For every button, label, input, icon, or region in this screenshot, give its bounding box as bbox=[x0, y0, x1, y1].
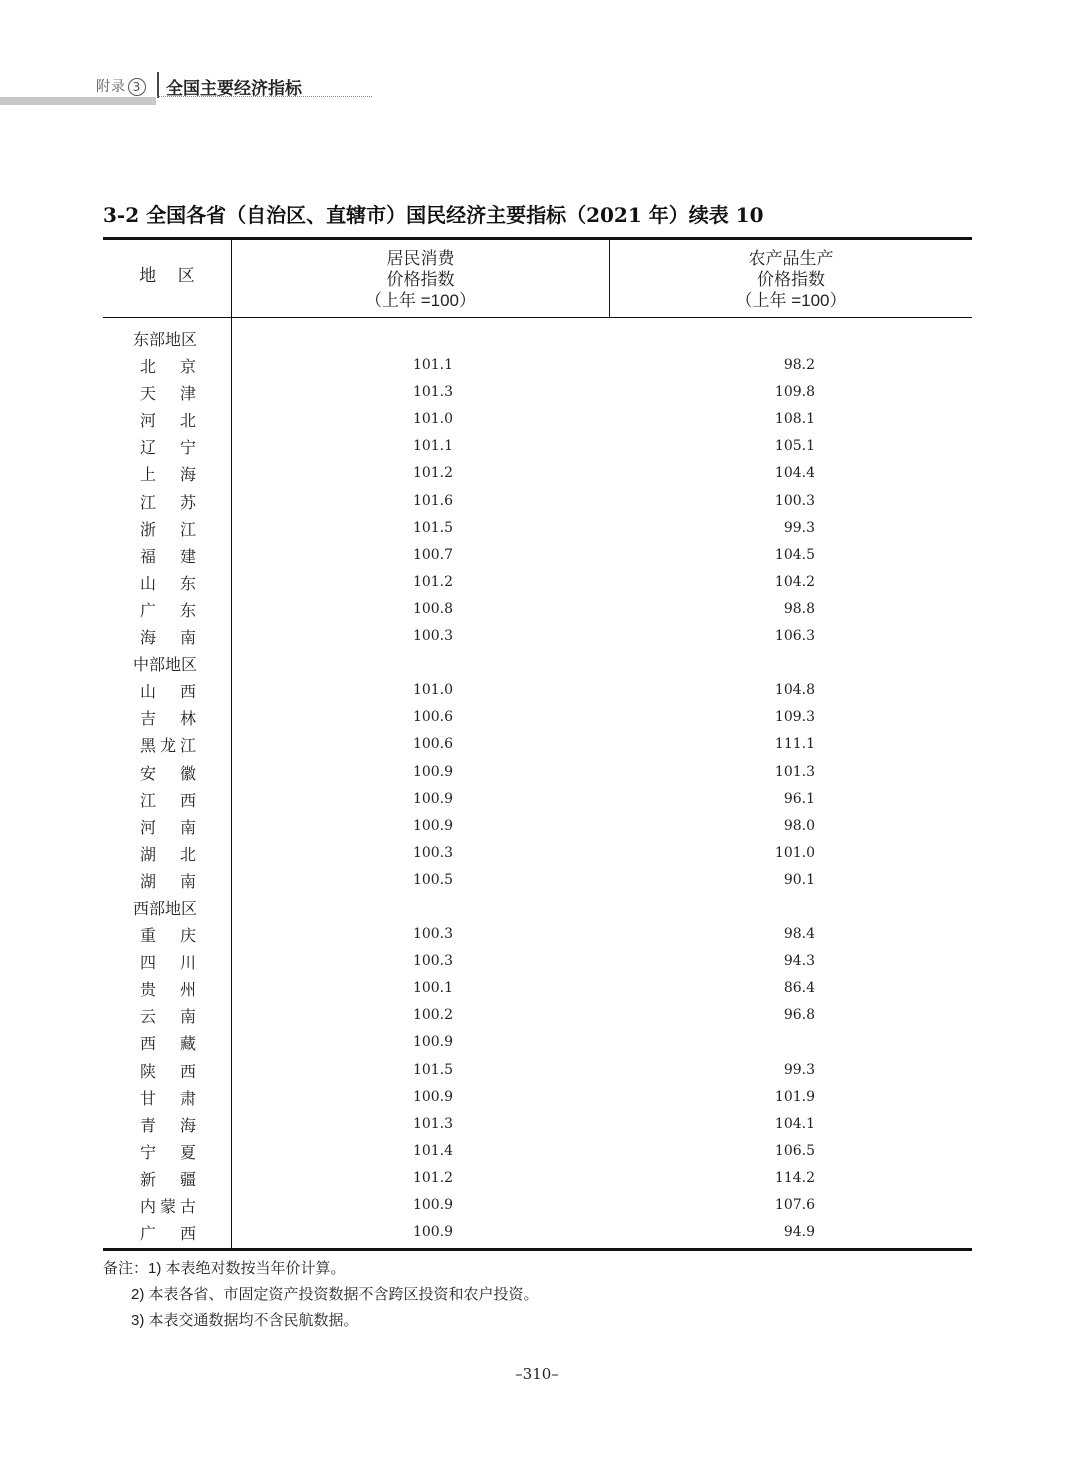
group-label: 东部地区 bbox=[133, 330, 198, 349]
cpi-value: 100.9 bbox=[412, 1224, 454, 1241]
appendix-tag bbox=[96, 76, 146, 96]
table-group-row bbox=[103, 893, 972, 920]
region-name: 重庆 bbox=[140, 926, 196, 946]
header-cpi-line2: 价格指数 bbox=[386, 270, 455, 289]
agri-price-value: 104.5 bbox=[774, 546, 815, 563]
header-agri-line2: 价格指数 bbox=[757, 270, 825, 289]
agri-price-value: 96.8 bbox=[783, 1007, 815, 1024]
table-row bbox=[103, 1110, 972, 1137]
agri-price-value: 94.9 bbox=[783, 1224, 815, 1241]
header-region: 地 区 bbox=[139, 266, 195, 286]
region-name: 黑龙江 bbox=[140, 736, 196, 756]
agri-price-value: 90.1 bbox=[783, 871, 815, 888]
agri-price-value: 100.3 bbox=[774, 492, 815, 509]
table-row bbox=[103, 541, 972, 568]
cpi-value: 100.9 bbox=[412, 790, 454, 807]
table-header-rule bbox=[103, 317, 972, 318]
agri-price-value: 114.2 bbox=[774, 1169, 815, 1186]
table-row bbox=[103, 595, 972, 622]
region-name: 贵州 bbox=[140, 980, 196, 1000]
agri-price-value: 99.3 bbox=[783, 1061, 815, 1078]
running-title: 全国主要经济指标 bbox=[166, 79, 302, 99]
region-name: 广东 bbox=[140, 600, 196, 620]
appendix-number: 3 bbox=[128, 78, 146, 96]
appendix-label: 附录 bbox=[96, 79, 126, 95]
region-name: 吉林 bbox=[140, 709, 196, 729]
agri-price-value: 104.1 bbox=[774, 1115, 815, 1132]
table-row bbox=[103, 432, 972, 459]
cpi-value: 101.5 bbox=[412, 1061, 454, 1078]
cpi-value: 100.9 bbox=[412, 763, 454, 780]
header-agri-line3: （上年 =100） bbox=[735, 291, 847, 310]
region-name: 广西 bbox=[140, 1224, 196, 1244]
table-row bbox=[103, 1028, 972, 1055]
cpi-value: 100.6 bbox=[412, 709, 454, 726]
cpi-value: 101.4 bbox=[412, 1142, 454, 1159]
agri-price-value: 106.5 bbox=[774, 1142, 815, 1159]
note-3: 3) 本表交通数据均不含民航数据。 bbox=[131, 1312, 359, 1329]
cpi-value: 100.8 bbox=[412, 600, 454, 617]
region-name: 青海 bbox=[140, 1115, 196, 1135]
agri-price-value: 104.8 bbox=[774, 682, 815, 699]
agri-price-value: 101.3 bbox=[774, 763, 815, 780]
table-row bbox=[103, 622, 972, 649]
page-header bbox=[0, 0, 1074, 120]
region-name: 天津 bbox=[140, 384, 196, 404]
region-name: 四川 bbox=[140, 953, 196, 973]
region-name: 宁夏 bbox=[140, 1142, 196, 1162]
agri-price-value: 101.9 bbox=[774, 1088, 815, 1105]
agri-price-value: 96.1 bbox=[783, 790, 815, 807]
region-name: 西藏 bbox=[140, 1034, 196, 1054]
region-name: 辽宁 bbox=[140, 438, 196, 458]
table-row bbox=[103, 1137, 972, 1164]
cpi-value: 100.6 bbox=[412, 736, 454, 753]
region-name: 河北 bbox=[140, 411, 196, 431]
agri-price-value: 99.3 bbox=[783, 519, 815, 536]
region-name: 山西 bbox=[140, 682, 196, 702]
region-name: 浙江 bbox=[140, 519, 196, 539]
cpi-value: 101.5 bbox=[412, 519, 454, 536]
cpi-value: 100.9 bbox=[412, 1197, 454, 1213]
table-row bbox=[103, 405, 972, 432]
cpi-value: 100.9 bbox=[412, 817, 454, 834]
note-2: 2) 本表各省、市固定资产投资数据不含跨区投资和农户投资。 bbox=[131, 1286, 539, 1303]
cpi-value: 100.3 bbox=[412, 953, 454, 970]
table-row bbox=[103, 514, 972, 541]
page-number: –310– bbox=[515, 1365, 559, 1383]
table-row bbox=[103, 1218, 972, 1245]
agri-price-value: 101.0 bbox=[774, 844, 815, 861]
table-row bbox=[103, 839, 972, 866]
table-row bbox=[103, 785, 972, 812]
agri-price-value: 98.2 bbox=[783, 357, 815, 374]
agri-price-value: 106.3 bbox=[774, 628, 815, 645]
region-name: 北京 bbox=[140, 357, 196, 377]
agri-price-value: 104.4 bbox=[774, 465, 815, 482]
region-name: 湖北 bbox=[140, 844, 196, 864]
cpi-value: 100.9 bbox=[412, 1034, 454, 1051]
notes bbox=[103, 1256, 539, 1334]
table-row bbox=[103, 730, 972, 757]
table-row bbox=[103, 1191, 972, 1218]
header-agri bbox=[610, 248, 972, 311]
cpi-value: 101.1 bbox=[412, 438, 454, 455]
cpi-value: 101.1 bbox=[412, 357, 454, 374]
agri-price-value: 98.4 bbox=[783, 926, 815, 943]
cpi-value: 101.6 bbox=[412, 492, 454, 509]
table-row bbox=[103, 812, 972, 839]
table-group-row bbox=[103, 324, 972, 351]
cpi-value: 100.9 bbox=[412, 1088, 454, 1105]
agri-price-value: 105.1 bbox=[774, 438, 815, 455]
agri-price-value: 109.3 bbox=[774, 709, 815, 726]
header-cpi-line1: 居民消费 bbox=[386, 249, 455, 268]
cpi-value: 101.2 bbox=[412, 1169, 454, 1186]
region-name: 山东 bbox=[140, 573, 196, 593]
region-name: 安徽 bbox=[140, 763, 196, 783]
region-name: 新疆 bbox=[140, 1169, 196, 1189]
table-row bbox=[103, 920, 972, 947]
header-cpi-line3: （上年 =100） bbox=[364, 291, 476, 310]
group-label: 中部地区 bbox=[133, 655, 198, 675]
table-row bbox=[103, 1056, 972, 1083]
header-agri-line1: 农产品生产 bbox=[748, 249, 834, 268]
agri-price-value: 109.8 bbox=[774, 384, 815, 401]
agri-price-value: 86.4 bbox=[783, 980, 815, 997]
region-name: 海南 bbox=[140, 628, 196, 648]
cpi-value: 100.1 bbox=[412, 980, 454, 997]
header-dotted-rule bbox=[157, 96, 372, 97]
table-row bbox=[103, 1001, 972, 1028]
cpi-value: 101.2 bbox=[412, 573, 454, 590]
note-1: 备注：1) 本表绝对数按当年价计算。 bbox=[103, 1260, 346, 1277]
table-top-rule bbox=[103, 237, 972, 240]
region-name: 上海 bbox=[140, 465, 196, 485]
table-row bbox=[103, 866, 972, 893]
table-group-row bbox=[103, 649, 972, 676]
agri-price-value: 98.0 bbox=[783, 817, 815, 834]
region-name: 甘肃 bbox=[140, 1088, 196, 1108]
table-row bbox=[103, 459, 972, 486]
table-row bbox=[103, 568, 972, 595]
cpi-value: 100.3 bbox=[412, 926, 454, 943]
table-row bbox=[103, 974, 972, 1001]
agri-price-value: 107.6 bbox=[774, 1197, 815, 1213]
agri-price-value: 108.1 bbox=[774, 411, 815, 428]
agri-price-value: 104.2 bbox=[774, 573, 815, 590]
table-row bbox=[103, 947, 972, 974]
region-name: 陕西 bbox=[140, 1061, 196, 1081]
cpi-value: 101.3 bbox=[412, 384, 454, 401]
region-name: 江西 bbox=[140, 790, 196, 810]
header-separator bbox=[157, 72, 159, 98]
table-row bbox=[103, 758, 972, 785]
cpi-value: 101.2 bbox=[412, 465, 454, 482]
region-name: 湖南 bbox=[140, 871, 196, 891]
table-row bbox=[103, 703, 972, 730]
table-body bbox=[103, 324, 972, 1245]
group-label: 西部地区 bbox=[133, 898, 198, 918]
table-row bbox=[103, 487, 972, 514]
cpi-value: 100.2 bbox=[412, 1007, 454, 1024]
cpi-value: 101.0 bbox=[412, 411, 454, 428]
cpi-value: 100.5 bbox=[412, 871, 454, 888]
table-title: 3-2 全国各省（自治区、直辖市）国民经济主要指标（2021 年）续表 10 bbox=[103, 203, 764, 227]
header-gray-bar bbox=[0, 97, 156, 105]
cpi-value: 100.3 bbox=[412, 844, 454, 861]
region-name: 江苏 bbox=[140, 492, 196, 512]
agri-price-value: 111.1 bbox=[774, 736, 815, 753]
region-name: 内蒙古 bbox=[140, 1197, 196, 1216]
cpi-value: 100.7 bbox=[412, 546, 454, 563]
table-row bbox=[103, 378, 972, 405]
cpi-value: 101.3 bbox=[412, 1115, 454, 1132]
table-bottom-rule bbox=[103, 1248, 972, 1251]
table-row bbox=[103, 676, 972, 703]
region-name: 河南 bbox=[140, 817, 196, 837]
region-name: 福建 bbox=[140, 546, 196, 566]
header-cpi bbox=[232, 248, 609, 311]
agri-price-value: 94.3 bbox=[783, 953, 815, 970]
table-row bbox=[103, 351, 972, 378]
agri-price-value: 98.8 bbox=[783, 600, 815, 617]
table-row bbox=[103, 1083, 972, 1110]
region-name: 云南 bbox=[140, 1007, 196, 1027]
table-row bbox=[103, 1164, 972, 1191]
cpi-value: 101.0 bbox=[412, 682, 454, 699]
cpi-value: 100.3 bbox=[412, 628, 454, 645]
